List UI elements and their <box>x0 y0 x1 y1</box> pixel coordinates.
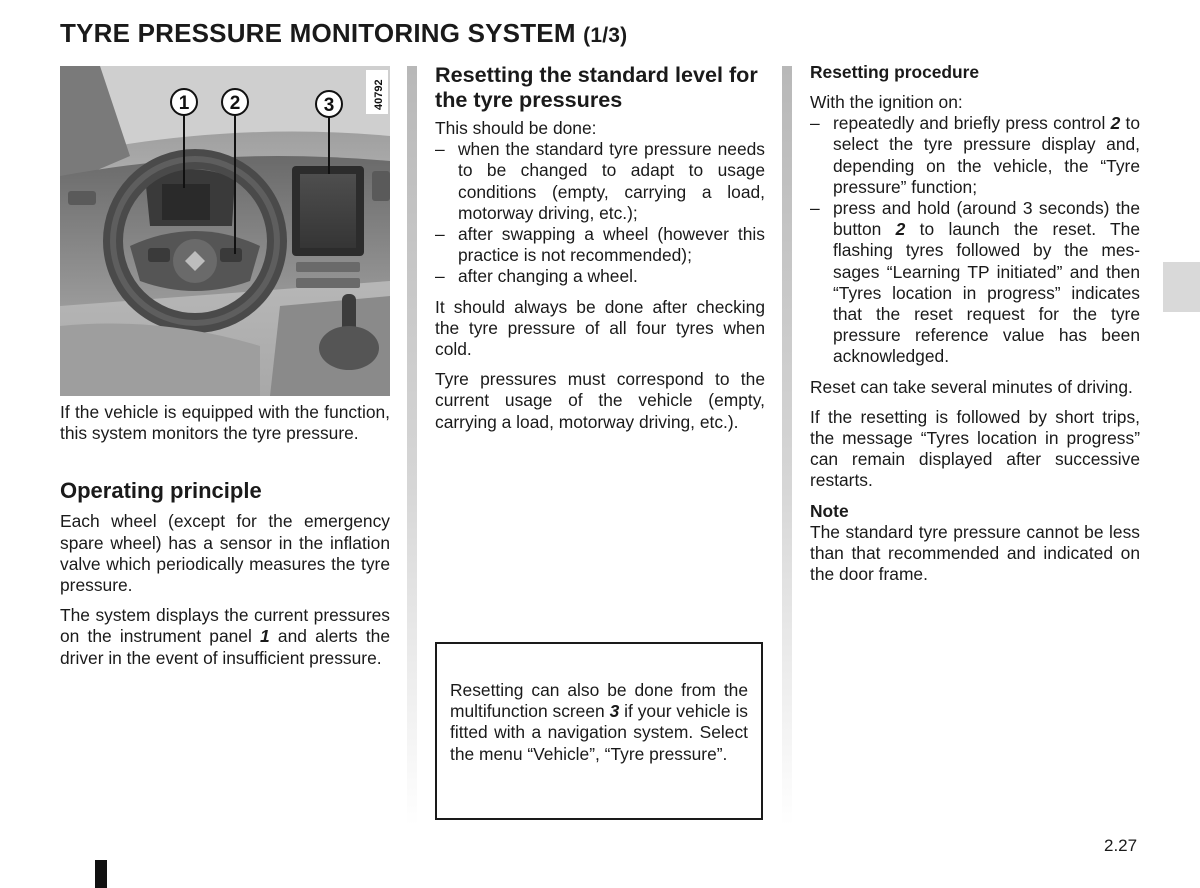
callout-label-3: 3 <box>323 95 335 116</box>
list-item <box>435 224 765 266</box>
page-title <box>60 18 627 49</box>
paragraph: This should be done: <box>435 118 597 138</box>
column-3 <box>810 62 1140 594</box>
text-run: if your vehicle is fitted with a navigation system. Select the menu “Vehicle”, “Tyre pressure”. <box>450 701 748 764</box>
paragraph: Reset can take several minutes of driving. <box>810 376 1133 397</box>
text-run: The system displays the current pressures on the instrument panel <box>60 605 390 647</box>
paragraph: If the resetting is followed by short trips, the message “Tyres location in progress” can remain displayed after successive restarts. <box>810 406 1140 491</box>
dash: – <box>435 224 445 245</box>
text-run: Resetting can also be done from the multifunction screen <box>450 680 748 722</box>
heading-operating-principle: Operating principle <box>60 478 262 504</box>
list-item-text: after swapping a wheel (however this practice is not recommended); <box>458 224 765 266</box>
callout-label-1: 1 <box>178 93 190 114</box>
heading-resetting-procedure: Resetting procedure <box>810 62 980 82</box>
ref-number: 3 <box>609 701 620 722</box>
column-divider <box>782 66 792 826</box>
list-item <box>435 139 765 224</box>
list-item <box>435 266 765 287</box>
dash: – <box>810 113 820 134</box>
callout-1 <box>171 89 197 115</box>
paragraph: Tyre pressures must correspond to the current usage of the vehicle (empty, carrying a load, motorway driving, etc.). <box>435 369 765 432</box>
text-run: and alerts the driver in the event of insufficient pressure. <box>60 626 390 668</box>
text-run: repeatedly and briefly press control <box>833 113 1111 134</box>
note-text: The standard tyre pressure cannot be less than that recommended and indicated on the door frame. <box>810 521 1140 585</box>
intro-paragraph: If the vehicle is equipped with the function, this system monitors the tyre pressure. <box>60 402 390 444</box>
procedure-list <box>810 113 1140 367</box>
paragraph: Each wheel (except for the emergency spare wheel) has a sensor in the inflation valve which periodically measures the tyre pressure. <box>60 511 390 596</box>
list-item-text: when the standard tyre pressure needs to be changed to adapt to usage conditions (empty, carrying a load, motorway driving, etc.); <box>458 139 765 223</box>
crop-mark <box>95 860 107 888</box>
section-tab-marker <box>1163 262 1200 312</box>
column-2 <box>435 62 765 442</box>
text-run: press and hold (around 3 seconds) the button <box>833 198 1140 240</box>
column-divider <box>407 66 417 826</box>
list-item-text: after changing a wheel. <box>458 266 638 287</box>
heading-note: Note <box>810 500 849 521</box>
paragraph <box>60 605 390 669</box>
ref-number: 2 <box>895 219 906 240</box>
dashboard-illustration <box>60 66 390 396</box>
callout-3 <box>316 91 342 117</box>
page-number: 2.27 <box>1104 836 1138 855</box>
text-run: to launch the reset. The flashing tyres followed by the messages “Learning TP initiated” and then “Tyres location in progress” indicates that the reset request for the tyre pressure reference value has been acknowledged. <box>833 219 1140 367</box>
heading-resetting-standard-level: Resetting the standard level for the tyre pressures <box>435 62 758 112</box>
dash: – <box>435 139 445 160</box>
list-item <box>810 113 1140 198</box>
page-title-text: TYRE PRESSURE MONITORING SYSTEM <box>60 18 576 48</box>
dash: – <box>810 198 820 219</box>
ref-number: 1 <box>260 626 270 647</box>
paragraph: With the ignition on: <box>810 92 963 112</box>
figure-ref-code: 40792 <box>373 79 385 110</box>
column-1 <box>60 402 390 678</box>
text-run: to select the tyre pressure display and, depending on the vehicle, the “Tyre pressure” function; <box>833 113 1140 197</box>
callout-2 <box>222 89 248 115</box>
reset-conditions-list <box>435 139 765 287</box>
page-title-part: (1/3) <box>583 24 628 47</box>
ref-number: 2 <box>1110 113 1121 134</box>
callout-label-2: 2 <box>229 93 241 114</box>
dash: – <box>435 266 445 287</box>
paragraph: It should always be done after checking the tyre pressure of all four tyres when cold. <box>435 296 765 360</box>
list-item <box>810 198 1140 368</box>
info-box <box>435 642 763 820</box>
